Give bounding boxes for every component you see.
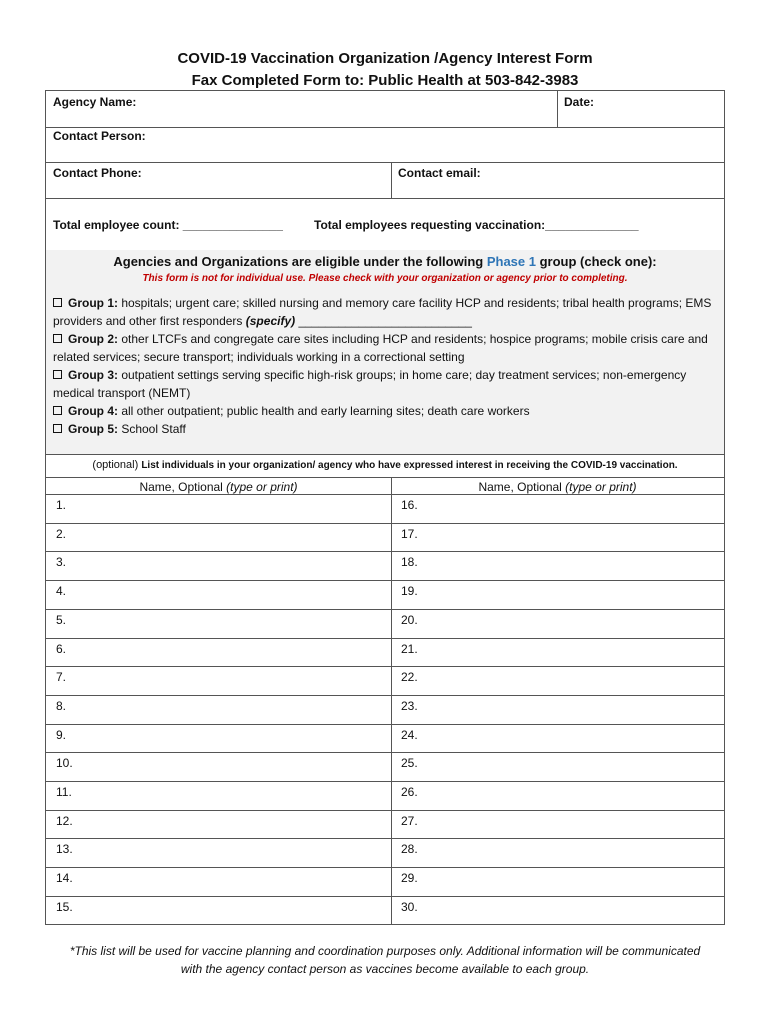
group-label: Group 3: <box>68 368 118 382</box>
group-label: Group 2: <box>68 332 118 346</box>
optional-prefix: (optional) <box>92 459 142 471</box>
group-label: Group 4: <box>68 404 118 418</box>
list-row-number: 27. <box>401 813 418 828</box>
group-option[interactable] <box>53 294 717 330</box>
checkbox-icon[interactable] <box>53 298 62 307</box>
list-row-number: 8. <box>56 698 67 713</box>
fax-instruction: Fax Completed Form to: Public Health at 503-842-3983 <box>191 72 579 89</box>
list-row-number: 26. <box>401 785 418 799</box>
specify-label: (specify) <box>245 314 296 328</box>
column-header-text: Name, Optional <box>478 480 566 494</box>
phase-1-label: Phase 1 <box>486 254 536 269</box>
group-description: other LTCFs and congregate care sites including HCP and residents; hospice programs; mobile crisis care and related services; secure transport; individuals working in a correctional setting <box>53 332 708 364</box>
list-row-number: 30. <box>401 899 418 914</box>
column-header-left <box>46 480 391 494</box>
row-divider <box>46 867 724 868</box>
row-divider <box>46 523 724 524</box>
group-label: Group 5: <box>68 422 118 436</box>
list-row-number: 24. <box>401 727 418 742</box>
list-row-number: 9. <box>56 727 67 742</box>
group-option[interactable] <box>53 402 717 420</box>
list-row-number: 4. <box>56 584 67 599</box>
column-header-right <box>391 480 724 494</box>
list-row-number: 14. <box>56 871 73 886</box>
divider <box>46 477 724 478</box>
row-divider <box>46 551 724 552</box>
total-requesting-label: Total employees requesting vaccination:______________ <box>314 218 639 232</box>
list-row-number: 29. <box>401 871 418 886</box>
footnote-line-1: *This list will be used for vaccine planning and coordination purposes only. Additional information will be communicated <box>69 944 701 958</box>
divider <box>557 91 558 127</box>
list-row-number: 28. <box>401 842 418 857</box>
divider <box>46 198 724 199</box>
list-row-number: 12. <box>56 813 73 828</box>
row-divider <box>46 609 724 610</box>
form-title: COVID-19 Vaccination Organization /Agency Interest Form <box>177 50 593 67</box>
row-divider <box>46 810 724 811</box>
list-row-number: 1. <box>56 498 67 512</box>
list-row-number: 23. <box>401 698 418 713</box>
list-row-number: 25. <box>401 756 418 771</box>
list-row-number: 16. <box>401 498 418 512</box>
footnote-line-2: with the agency contact person as vaccines become available to each group. <box>180 962 590 976</box>
optional-text: List individuals in your organization/ agency who have expressed interest in receiving the COVID-19 vaccination. <box>141 460 678 471</box>
checkbox-icon[interactable] <box>53 424 62 433</box>
contact-phone-label: Contact Phone: <box>53 166 142 180</box>
row-divider <box>46 638 724 639</box>
group-description: School Staff <box>118 422 186 436</box>
column-header-note: (type or print) <box>226 480 298 494</box>
list-row-number: 22. <box>401 670 418 685</box>
date-label: Date: <box>564 95 595 109</box>
list-row-number: 19. <box>401 584 418 599</box>
contact-email-label: Contact email: <box>398 166 481 180</box>
list-row-number: 2. <box>56 526 67 541</box>
group-description: all other outpatient; public health and early learning sites; death care workers <box>118 404 530 418</box>
group-label: Group 1: <box>68 296 118 310</box>
list-row-number: 11. <box>56 785 72 799</box>
group-option[interactable] <box>53 330 717 366</box>
checkbox-icon[interactable] <box>53 334 62 343</box>
list-row-number: 7. <box>56 670 67 685</box>
list-row-number: 17. <box>401 526 418 541</box>
group-option[interactable] <box>53 420 717 438</box>
column-header-note: (type or print) <box>565 480 637 494</box>
optional-list-instruction <box>46 458 724 473</box>
checkbox-icon[interactable] <box>53 370 62 379</box>
list-row-number: 6. <box>56 641 67 656</box>
row-divider <box>46 724 724 725</box>
group-option[interactable] <box>53 366 717 402</box>
divider <box>46 454 724 455</box>
phase-heading-post: group (check one): <box>535 254 657 269</box>
row-divider <box>46 666 724 667</box>
list-row-number: 10. <box>56 756 73 771</box>
individual-use-warning: This form is not for individual use. Please check with your organization or agency prior to completing. <box>142 273 628 284</box>
divider <box>391 162 392 198</box>
phase-heading <box>46 254 724 270</box>
list-row-number: 13. <box>56 842 73 857</box>
contact-person-label: Contact Person: <box>53 129 146 143</box>
list-row-number: 18. <box>401 555 418 570</box>
group-description: hospitals; urgent care; skilled nursing and memory care facility HCP and residents; tribal health programs; EMS providers and other first responders <box>53 296 712 328</box>
list-row-number: 15. <box>56 899 73 914</box>
row-divider <box>46 838 724 839</box>
checkbox-icon[interactable] <box>53 406 62 415</box>
row-divider <box>46 896 724 897</box>
row-divider <box>46 695 724 696</box>
footnote <box>0 942 770 978</box>
divider <box>46 127 724 128</box>
row-divider <box>46 580 724 581</box>
list-row-number: 5. <box>56 612 67 627</box>
row-divider <box>46 752 724 753</box>
column-header-text: Name, Optional <box>139 480 227 494</box>
list-row-number: 3. <box>56 555 67 570</box>
column-divider <box>391 477 392 925</box>
phase-heading-pre: Agencies and Organizations are eligible under the following <box>113 254 487 269</box>
row-divider <box>46 494 724 495</box>
total-employee-count-label: Total employee count: _______________ <box>53 218 283 232</box>
group-description: outpatient settings serving specific high-risk groups; in home care; day treatment services; non-emergency medical transport (NEMT) <box>53 368 687 400</box>
list-row-number: 21. <box>401 641 418 656</box>
interest-form <box>45 90 725 925</box>
agency-name-label: Agency Name: <box>53 95 137 109</box>
row-divider <box>46 781 724 782</box>
list-row-number: 20. <box>401 612 418 627</box>
divider <box>46 162 724 163</box>
specify-blank[interactable]: __________________________ <box>295 314 472 328</box>
group-options <box>53 294 717 438</box>
